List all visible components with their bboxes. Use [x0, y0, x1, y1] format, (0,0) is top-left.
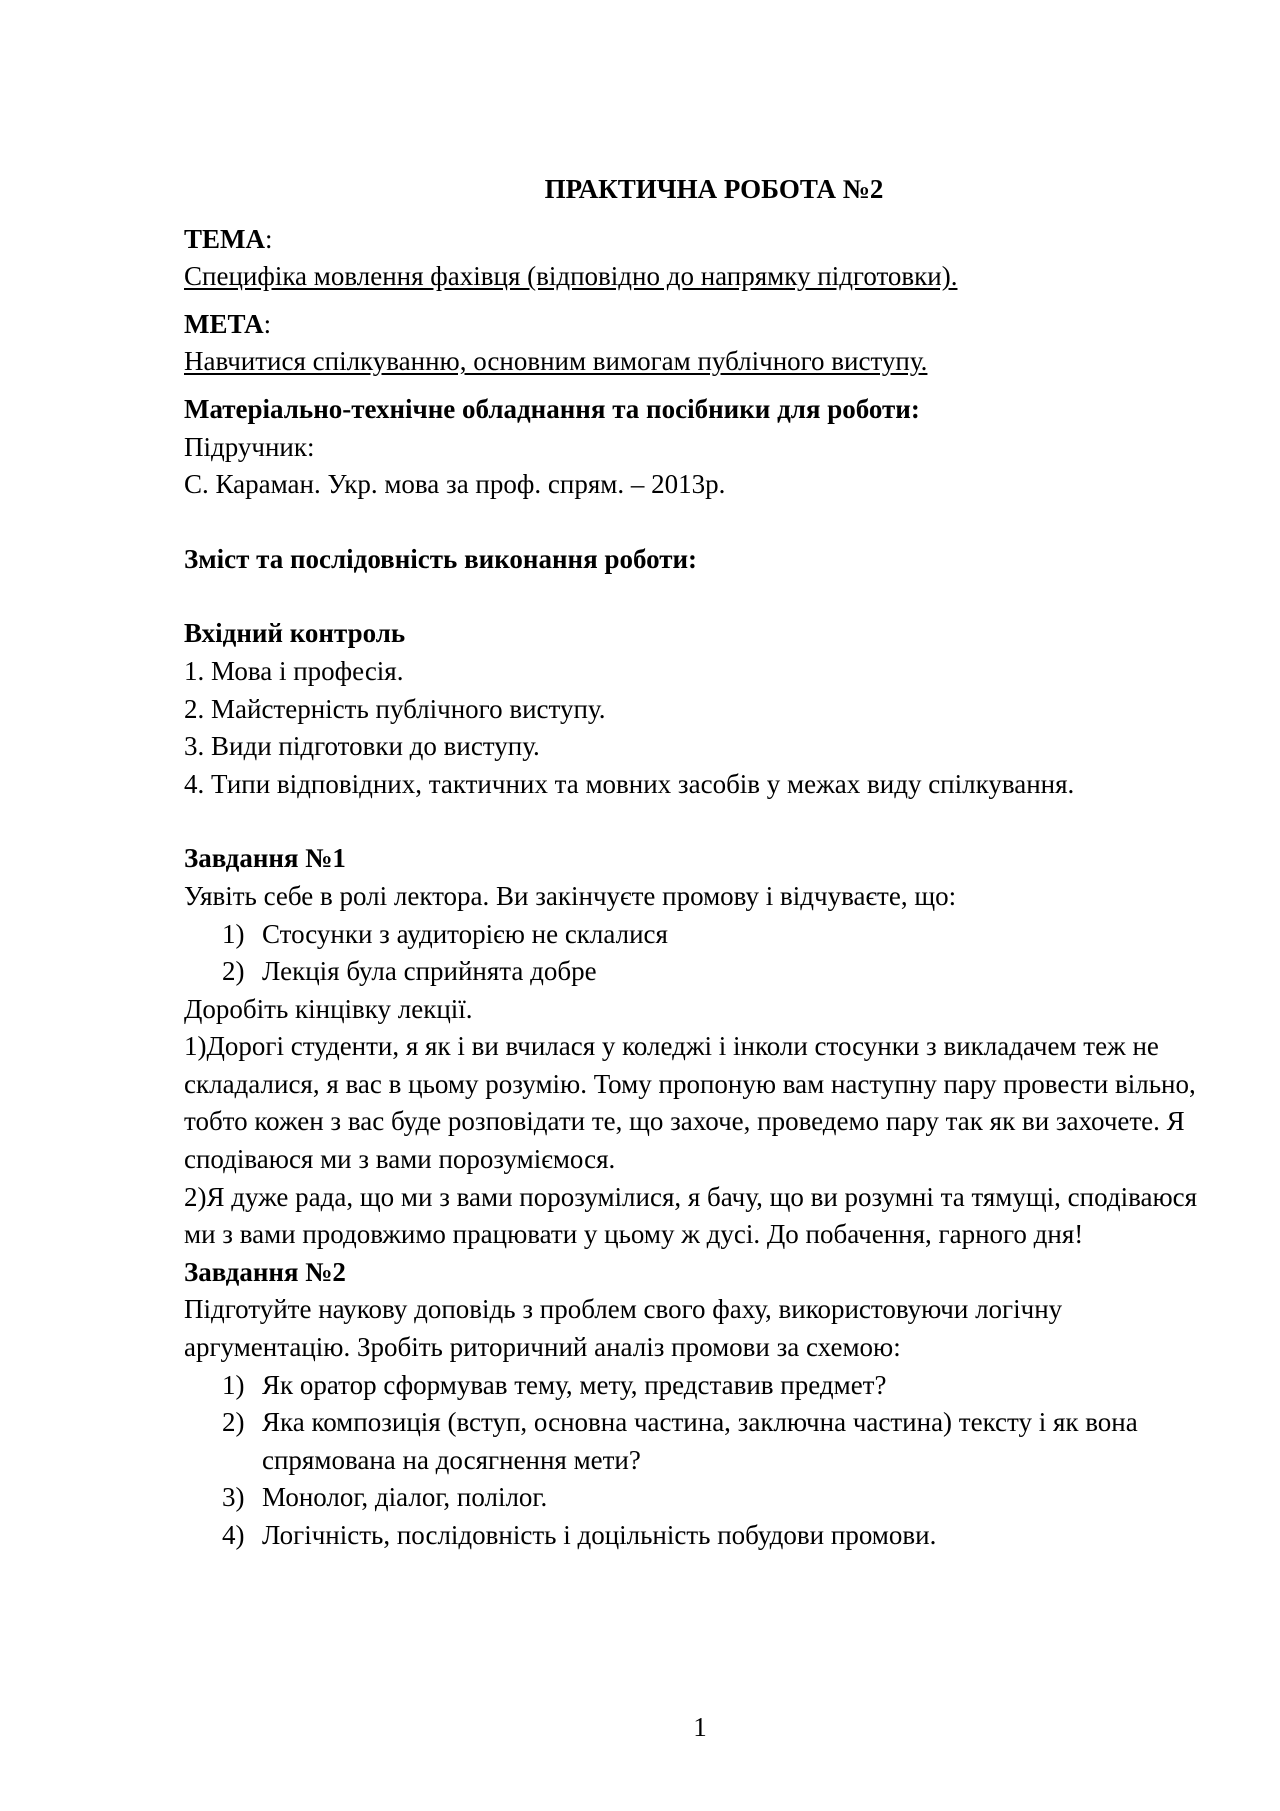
task2-list: [184, 1367, 1204, 1555]
list-item-number: 1): [222, 1369, 245, 1400]
meta-label-line: [184, 306, 1204, 344]
meta-colon: :: [263, 308, 272, 339]
list-item: [184, 916, 1204, 954]
list-item-number: 2): [222, 1407, 245, 1438]
list-item-text: Стосунки з аудиторією не склалися: [262, 918, 668, 949]
list-item-number: 1): [222, 918, 245, 949]
list-item: [184, 1367, 1204, 1405]
meta-section: [184, 306, 1204, 381]
list-item-text: Як оратор сформував тему, мету, представив предмет?: [262, 1369, 887, 1400]
list-item-text: Лекція була сприйнята добре: [262, 956, 597, 987]
materials-section: [184, 391, 1204, 504]
control-heading: Вхідний контроль: [184, 618, 406, 649]
tema-label-line: [184, 221, 1204, 259]
page-number: 1: [693, 1712, 707, 1742]
list-item: [184, 1517, 1204, 1555]
task1-heading: Завдання №1: [184, 843, 346, 874]
list-item-number: 4): [222, 1520, 245, 1550]
task1-intro: Уявіть себе в ролі лектора. Ви закінчуєте промову і відчуваєте, що:: [184, 880, 957, 911]
task1-answer-2: 2)Я дуже рада, що ми з вами порозумілися, я бачу, що ви розумні та тямущі, сподіваюся ми з вами продовжимо працювати у цьому ж дусі. До побачення, гарного дня!: [184, 1181, 1198, 1250]
list-item-number: 2): [222, 956, 245, 987]
list-item-text: Монолог, діалог, полілог.: [262, 1482, 548, 1513]
task1-instruction: Доробіть кінцівку лекції.: [184, 993, 473, 1024]
list-item-text: Яка композиція (вступ, основна частина, заключна частина) тексту і як вона спрямована на досягнення мети?: [262, 1407, 1138, 1475]
task2-heading: Завдання №2: [184, 1256, 346, 1287]
tema-label: ТЕМА: [184, 223, 265, 254]
list-item: [184, 1479, 1204, 1517]
control-item: 2. Майстерність публічного виступу.: [184, 693, 606, 724]
list-item: [184, 1404, 1204, 1479]
control-section: [184, 615, 1204, 803]
materials-heading: Матеріально-технічне обладнання та посібники для роботи:: [184, 393, 920, 424]
task1-section: [184, 840, 1204, 1254]
meta-text: Навчитися спілкуванню, основним вимогам публічного виступу.: [184, 346, 928, 377]
tema-colon: :: [265, 223, 273, 254]
control-item: 3. Види підготовки до виступу.: [184, 731, 540, 762]
task2-intro: Підготуйте наукову доповідь з проблем свого фаху, використовуючи логічну аргументацію. Зробіть риторичний аналіз промови за схемою:: [184, 1294, 1063, 1363]
tema-section: [184, 221, 1204, 296]
list-item-number: 3): [222, 1482, 245, 1513]
materials-line: Підручник:: [184, 431, 315, 462]
task1-answer-1: 1)Дорогі студенти, я як і ви вчилася у коледжі і інколи стосунки з викладачем теж не складалися, я вас в цьому розумію. Тому пропоную вам наступну пару провести вільно, тобто кожен з вас буде розповідати те, що захоче, проведемо пару так як ви захочете. Я сподіваюся ми з вами порозуміємося.: [184, 1031, 1196, 1175]
meta-label: МЕТА: [184, 308, 264, 339]
page-title: ПРАКТИЧНА РОБОТА №2: [544, 174, 884, 204]
task2-section: [184, 1254, 1204, 1555]
control-item: 1. Мова і професія.: [184, 655, 404, 686]
materials-line: С. Караман. Укр. мова за проф. спрям. – 2013р.: [184, 469, 726, 500]
document-body: [184, 171, 1204, 1555]
task1-list: [184, 916, 1204, 991]
list-item: [184, 953, 1204, 991]
tema-text: Специфіка мовлення фахівця (відповідно до напрямку підготовки).: [184, 261, 958, 292]
content-heading: Зміст та послідовність виконання роботи:: [184, 543, 698, 574]
list-item-text: Логічність, послідовність і доцільність побудови промови.: [262, 1520, 937, 1550]
control-item: 4. Типи відповідних, тактичних та мовних засобів у межах виду спілкування.: [184, 768, 1075, 799]
